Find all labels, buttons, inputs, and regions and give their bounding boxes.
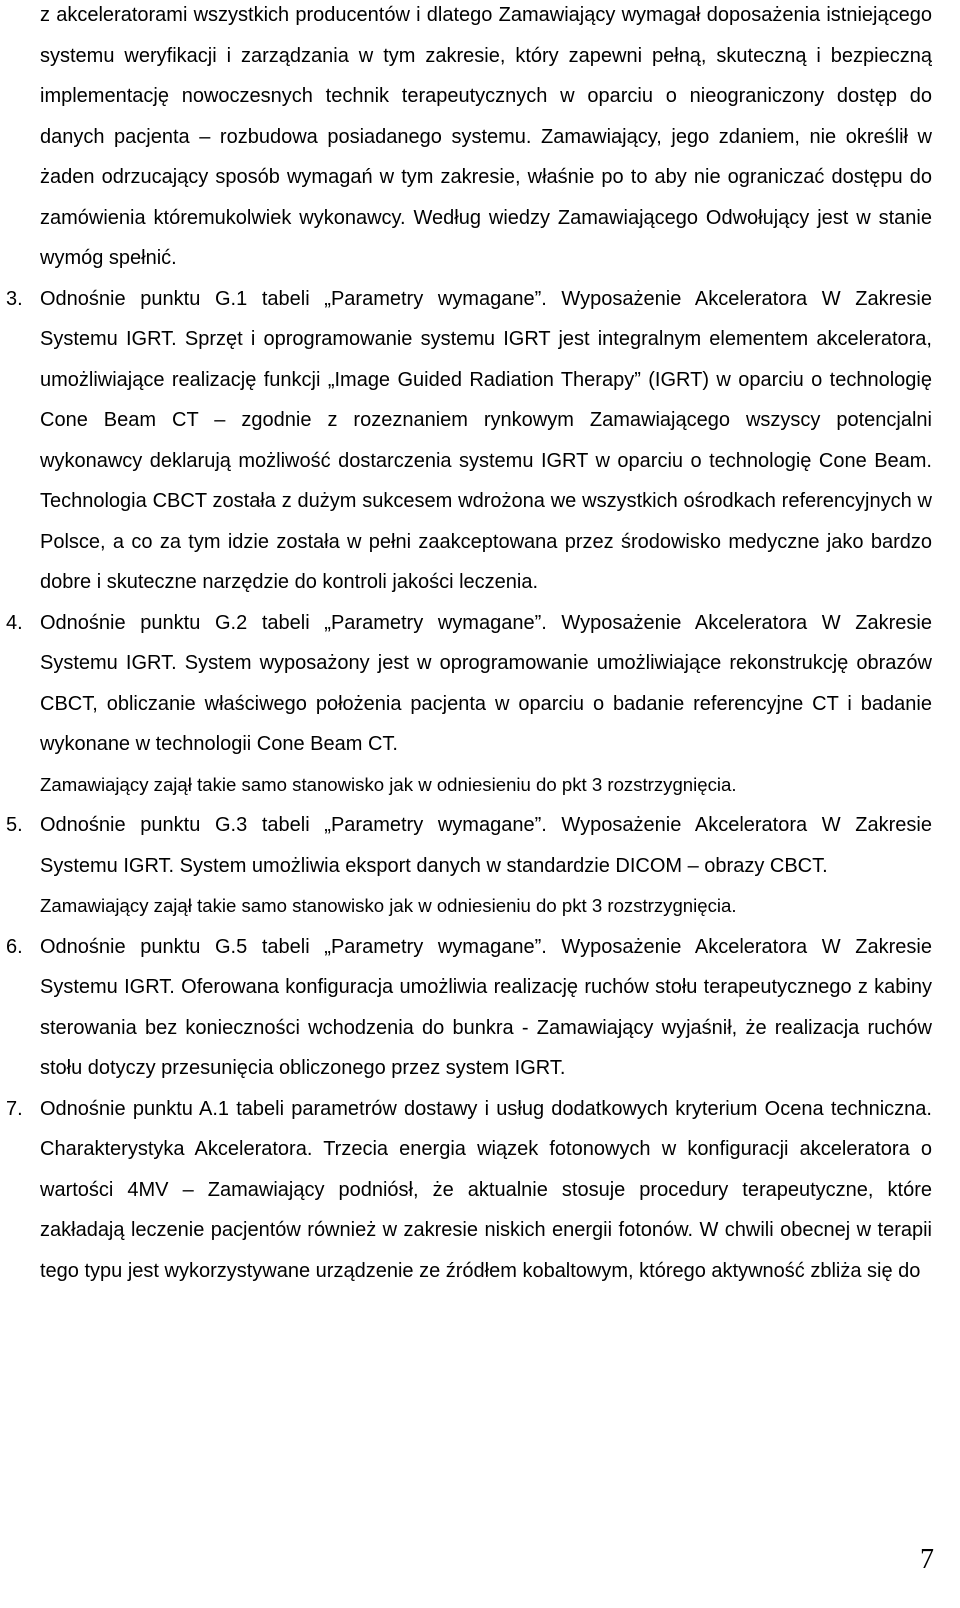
- list-item-text: Odnośnie punktu G.1 tabeli „Parametry wymagane”. Wyposażenie Akceleratora W Zakresie Systemu IGRT. Sprzęt i oprogramowanie systemu IGRT jest integralnym elementem akceleratora, umożliwiające realizację funkcji „Image Guided Radiation Therapy” (IGRT) w oparciu o technologię Cone Beam CT – zgodnie z rozeznaniem rynkowym Zamawiającego wszyscy potencjalni wykonawcy deklarują możliwość dostarczenia systemu IGRT w oparciu o technologię Cone Beam. Technologia CBCT została z dużym sukcesem wdrożona we wszystkich ośrodkach referencyjnych w Polsce, a co za tym idzie została w pełni zaakceptowana przez środowisko medyczne jako bardzo dobre i skuteczne narzędzie do kontroli jakości leczenia.: [40, 287, 932, 593]
- list-item-6: [6, 927, 932, 1089]
- list-item-text: Odnośnie punktu G.3 tabeli „Parametry wymagane”. Wyposażenie Akceleratora W Zakresie Systemu IGRT. System umożliwia eksport danych w standardzie DICOM – obrazy CBCT.: [40, 814, 932, 877]
- list-item-number: 5.: [6, 814, 23, 836]
- list-item-text: Odnośnie punktu G.2 tabeli „Parametry wymagane”. Wyposażenie Akceleratora W Zakresie Systemu IGRT. System wyposażony jest w oprogramowanie umożliwiające rekonstrukcję obrazów CBCT, obliczanie właściwego położenia pacjenta w oparciu o badanie referencyjne CT i badanie wykonane w technologii Cone Beam CT.: [40, 611, 932, 755]
- list-item-3: [6, 279, 932, 603]
- document-body: [6, 0, 932, 1291]
- list-item-4: [6, 603, 932, 765]
- list-item-note: Zamawiający zajął takie samo stanowisko jak w odniesieniu do pkt 3 rozstrzygnięcia.: [40, 773, 737, 795]
- list-item-7: [6, 1089, 932, 1292]
- intro-paragraph: z akceleratorami wszystkich producentów i dlatego Zamawiający wymagał doposażenia istniejącego systemu weryfikacji i zarządzania w tym zakresie, który zapewni pełną, skuteczną i bezpieczną implementację nowoczesnych technik terapeutycznych w oparciu o nieograniczony dostęp do danych pacjenta – rozbudowa posiadanego systemu. Zamawiający, jego zdaniem, nie określił w żaden odrzucający sposób wymagań w tym zakresie, właśnie po to aby nie ograniczać dostępu do zamówienia któremukolwiek wykonawcy. Według wiedzy Zamawiającego Odwołujący jest w stanie wymóg spełnić.: [40, 4, 932, 269]
- list-item-text: Odnośnie punktu A.1 tabeli parametrów dostawy i usług dodatkowych kryterium Ocena techniczna. Charakterystyka Akceleratora. Trzecia energia wiązek fotonowych w konfiguracji akceleratora o wartości 4MV – Zamawiający podniósł, że aktualnie stosuje procedury terapeutyczne, które zakładają leczenie pacjentów również w zakresie niskich energii fotonów. W chwili obecnej w terapii tego typu jest wykorzystywane urządzenie ze źródłem kobaltowym, którego aktywność zbliża się do: [40, 1097, 932, 1282]
- list-item-number: 4.: [6, 611, 23, 634]
- list-item-number: 6.: [6, 935, 23, 958]
- list-item-number: 7.: [6, 1097, 23, 1120]
- list-item-5: [6, 805, 932, 886]
- list-item-number: 3.: [6, 287, 23, 310]
- page-number: 7: [920, 1544, 934, 1575]
- list-item-text: Odnośnie punktu G.5 tabeli „Parametry wymagane”. Wyposażenie Akceleratora W Zakresie Systemu IGRT. Oferowana konfiguracja umożliwia realizację ruchów stołu terapeutycznego z kabiny sterowania bez konieczności wchodzenia do bunkra - Zamawiający wyjaśnił, że realizacja ruchów stołu dotyczy przesunięcia obliczonego przez system IGRT.: [40, 935, 932, 1079]
- list-item-note: Zamawiający zajął takie samo stanowisko jak w odniesieniu do pkt 3 rozstrzygnięcia.: [40, 895, 737, 916]
